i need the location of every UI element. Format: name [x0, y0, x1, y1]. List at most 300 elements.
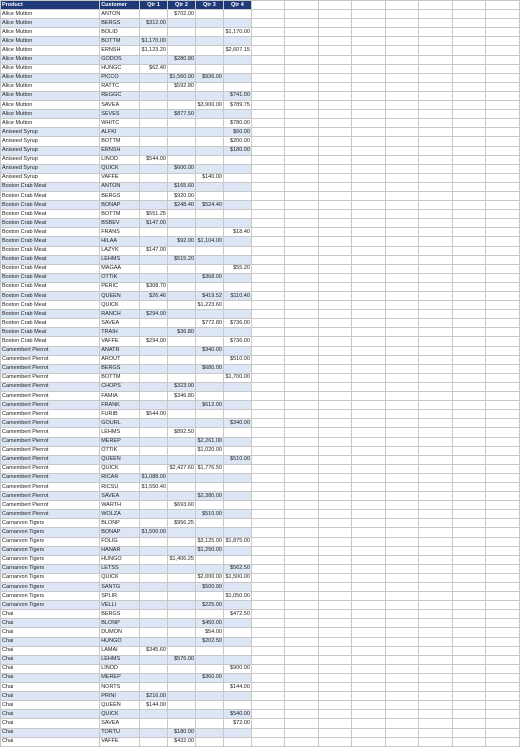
empty-cell[interactable] — [452, 101, 486, 110]
empty-cell[interactable] — [452, 583, 486, 592]
empty-cell[interactable] — [285, 646, 319, 655]
qtr4-cell[interactable]: $780.00 — [223, 119, 251, 128]
empty-cell[interactable] — [452, 237, 486, 246]
qtr2-cell[interactable]: $323.00 — [167, 382, 195, 391]
empty-cell[interactable] — [385, 573, 419, 582]
empty-cell[interactable] — [251, 410, 285, 419]
qtr3-cell[interactable] — [195, 482, 223, 491]
qtr1-cell[interactable] — [140, 191, 168, 200]
empty-cell[interactable] — [318, 537, 352, 546]
qtr4-cell[interactable]: $510.00 — [223, 355, 251, 364]
qtr4-cell[interactable] — [223, 637, 251, 646]
customer-cell[interactable]: CHOPS — [100, 382, 140, 391]
qtr4-cell[interactable] — [223, 510, 251, 519]
empty-cell[interactable] — [385, 583, 419, 592]
empty-cell[interactable] — [452, 319, 486, 328]
empty-cell[interactable] — [452, 37, 486, 46]
empty-cell[interactable] — [251, 373, 285, 382]
qtr1-cell[interactable]: $1,123.20 — [140, 46, 168, 55]
empty-cell[interactable] — [486, 319, 520, 328]
empty-cell[interactable] — [419, 473, 453, 482]
product-cell[interactable]: Camembert Pierrot — [1, 428, 100, 437]
empty-cell[interactable] — [285, 146, 319, 155]
qtr3-cell[interactable]: $2,380.00 — [195, 492, 223, 501]
empty-cell[interactable] — [318, 692, 352, 701]
empty-cell[interactable] — [251, 101, 285, 110]
customer-cell[interactable]: DUMON — [100, 628, 140, 637]
empty-cell[interactable] — [352, 619, 386, 628]
product-cell[interactable]: Boston Crab Meat — [1, 282, 100, 291]
empty-cell[interactable] — [452, 364, 486, 373]
qtr3-cell[interactable] — [195, 710, 223, 719]
empty-cell[interactable] — [251, 1, 285, 10]
qtr3-cell[interactable] — [195, 191, 223, 200]
empty-cell[interactable] — [352, 519, 386, 528]
empty-cell[interactable] — [318, 592, 352, 601]
qtr3-cell[interactable] — [195, 64, 223, 73]
empty-cell[interactable] — [419, 28, 453, 37]
empty-cell[interactable] — [318, 55, 352, 64]
empty-cell[interactable] — [419, 282, 453, 291]
qtr1-cell[interactable] — [140, 73, 168, 82]
customer-cell[interactable]: BONAP — [100, 528, 140, 537]
empty-cell[interactable] — [285, 701, 319, 710]
customer-cell[interactable]: HANAR — [100, 546, 140, 555]
product-cell[interactable]: Alice Mutton — [1, 101, 100, 110]
empty-cell[interactable] — [251, 146, 285, 155]
qtr3-cell[interactable]: $936.00 — [195, 73, 223, 82]
empty-cell[interactable] — [318, 428, 352, 437]
empty-cell[interactable] — [318, 219, 352, 228]
empty-cell[interactable] — [285, 19, 319, 28]
empty-cell[interactable] — [385, 28, 419, 37]
qtr3-cell[interactable]: $524.40 — [195, 201, 223, 210]
qtr3-cell[interactable] — [195, 164, 223, 173]
empty-cell[interactable] — [352, 555, 386, 564]
empty-cell[interactable] — [419, 37, 453, 46]
qtr3-cell[interactable] — [195, 337, 223, 346]
qtr1-cell[interactable] — [140, 392, 168, 401]
qtr2-cell[interactable] — [167, 528, 195, 537]
product-cell[interactable]: Aniseed Syrup — [1, 137, 100, 146]
empty-cell[interactable] — [352, 110, 386, 119]
empty-cell[interactable] — [251, 537, 285, 546]
qtr3-cell[interactable] — [195, 91, 223, 100]
qtr2-cell[interactable]: $956.25 — [167, 519, 195, 528]
empty-cell[interactable] — [486, 710, 520, 719]
empty-cell[interactable] — [419, 619, 453, 628]
qtr1-cell[interactable]: $544.00 — [140, 410, 168, 419]
empty-cell[interactable] — [318, 237, 352, 246]
empty-cell[interactable] — [452, 410, 486, 419]
qtr3-cell[interactable] — [195, 246, 223, 255]
product-cell[interactable]: Chai — [1, 628, 100, 637]
customer-cell[interactable]: WHITC — [100, 119, 140, 128]
qtr2-cell[interactable] — [167, 437, 195, 446]
qtr2-cell[interactable] — [167, 155, 195, 164]
qtr4-cell[interactable]: $741.00 — [223, 91, 251, 100]
empty-cell[interactable] — [452, 619, 486, 628]
qtr2-cell[interactable] — [167, 473, 195, 482]
empty-cell[interactable] — [285, 264, 319, 273]
empty-cell[interactable] — [486, 583, 520, 592]
empty-cell[interactable] — [419, 146, 453, 155]
empty-cell[interactable] — [419, 101, 453, 110]
empty-cell[interactable] — [318, 273, 352, 282]
empty-cell[interactable] — [419, 1, 453, 10]
qtr1-cell[interactable]: $147.00 — [140, 219, 168, 228]
empty-cell[interactable] — [285, 719, 319, 728]
qtr2-cell[interactable]: $1,560.00 — [167, 73, 195, 82]
empty-cell[interactable] — [486, 455, 520, 464]
empty-cell[interactable] — [385, 128, 419, 137]
empty-cell[interactable] — [452, 110, 486, 119]
customer-cell[interactable]: LEHMS — [100, 428, 140, 437]
qtr2-cell[interactable] — [167, 273, 195, 282]
empty-cell[interactable] — [419, 655, 453, 664]
qtr1-cell[interactable] — [140, 28, 168, 37]
qtr2-cell[interactable]: $702.00 — [167, 10, 195, 19]
product-cell[interactable]: Aniseed Syrup — [1, 164, 100, 173]
qtr2-cell[interactable]: $920.00 — [167, 191, 195, 200]
qtr3-cell[interactable]: $419.52 — [195, 292, 223, 301]
product-cell[interactable]: Camembert Pierrot — [1, 455, 100, 464]
empty-cell[interactable] — [352, 364, 386, 373]
qtr3-cell[interactable] — [195, 228, 223, 237]
empty-cell[interactable] — [385, 428, 419, 437]
customer-cell[interactable]: BOTTM — [100, 210, 140, 219]
empty-cell[interactable] — [452, 519, 486, 528]
empty-cell[interactable] — [352, 337, 386, 346]
empty-cell[interactable] — [419, 728, 453, 737]
empty-cell[interactable] — [352, 419, 386, 428]
customer-cell[interactable]: OTTIK — [100, 273, 140, 282]
qtr1-cell[interactable]: $144.00 — [140, 701, 168, 710]
customer-cell[interactable]: ERNSH — [100, 46, 140, 55]
empty-cell[interactable] — [419, 228, 453, 237]
empty-cell[interactable] — [352, 301, 386, 310]
empty-cell[interactable] — [486, 428, 520, 437]
empty-cell[interactable] — [285, 82, 319, 91]
qtr1-cell[interactable] — [140, 201, 168, 210]
empty-cell[interactable] — [285, 637, 319, 646]
empty-cell[interactable] — [452, 191, 486, 200]
qtr3-cell[interactable]: $612.00 — [195, 401, 223, 410]
empty-cell[interactable] — [251, 564, 285, 573]
qtr4-cell[interactable] — [223, 382, 251, 391]
empty-cell[interactable] — [385, 382, 419, 391]
empty-cell[interactable] — [285, 137, 319, 146]
empty-cell[interactable] — [419, 737, 453, 746]
empty-cell[interactable] — [352, 246, 386, 255]
empty-cell[interactable] — [486, 646, 520, 655]
qtr3-cell[interactable]: $54.00 — [195, 628, 223, 637]
header-customer[interactable]: Customer — [100, 1, 140, 10]
empty-cell[interactable] — [251, 37, 285, 46]
qtr1-cell[interactable] — [140, 501, 168, 510]
product-cell[interactable]: Carnarvon Tigers — [1, 519, 100, 528]
empty-cell[interactable] — [352, 728, 386, 737]
empty-cell[interactable] — [385, 655, 419, 664]
empty-cell[interactable] — [285, 446, 319, 455]
qtr2-cell[interactable] — [167, 701, 195, 710]
empty-cell[interactable] — [486, 610, 520, 619]
qtr3-cell[interactable] — [195, 28, 223, 37]
qtr3-cell[interactable] — [195, 719, 223, 728]
empty-cell[interactable] — [419, 201, 453, 210]
empty-cell[interactable] — [251, 264, 285, 273]
qtr1-cell[interactable] — [140, 101, 168, 110]
empty-cell[interactable] — [318, 373, 352, 382]
empty-cell[interactable] — [251, 382, 285, 391]
empty-cell[interactable] — [385, 646, 419, 655]
empty-cell[interactable] — [285, 355, 319, 364]
empty-cell[interactable] — [285, 683, 319, 692]
empty-cell[interactable] — [486, 737, 520, 746]
product-cell[interactable]: Alice Mutton — [1, 28, 100, 37]
qtr1-cell[interactable]: $216.00 — [140, 692, 168, 701]
qtr3-cell[interactable] — [195, 110, 223, 119]
empty-cell[interactable] — [285, 728, 319, 737]
empty-cell[interactable] — [318, 110, 352, 119]
product-cell[interactable]: Boston Crab Meat — [1, 319, 100, 328]
qtr4-cell[interactable] — [223, 273, 251, 282]
qtr2-cell[interactable] — [167, 173, 195, 182]
qtr2-cell[interactable] — [167, 355, 195, 364]
empty-cell[interactable] — [419, 164, 453, 173]
qtr2-cell[interactable] — [167, 573, 195, 582]
empty-cell[interactable] — [419, 683, 453, 692]
empty-cell[interactable] — [419, 182, 453, 191]
customer-cell[interactable]: OTTIK — [100, 446, 140, 455]
empty-cell[interactable] — [352, 628, 386, 637]
empty-cell[interactable] — [385, 146, 419, 155]
empty-cell[interactable] — [486, 564, 520, 573]
product-cell[interactable]: Camembert Pierrot — [1, 446, 100, 455]
empty-cell[interactable] — [285, 583, 319, 592]
empty-cell[interactable] — [285, 219, 319, 228]
product-cell[interactable]: Boston Crab Meat — [1, 292, 100, 301]
empty-cell[interactable] — [318, 482, 352, 491]
empty-cell[interactable] — [486, 55, 520, 64]
product-cell[interactable]: Alice Mutton — [1, 91, 100, 100]
empty-cell[interactable] — [285, 537, 319, 546]
empty-cell[interactable] — [419, 401, 453, 410]
qtr1-cell[interactable] — [140, 510, 168, 519]
empty-cell[interactable] — [251, 573, 285, 582]
empty-cell[interactable] — [251, 319, 285, 328]
empty-cell[interactable] — [352, 173, 386, 182]
empty-cell[interactable] — [285, 455, 319, 464]
qtr3-cell[interactable]: $340.00 — [195, 346, 223, 355]
empty-cell[interactable] — [352, 683, 386, 692]
qtr3-cell[interactable] — [195, 55, 223, 64]
qtr3-cell[interactable]: $1,020.00 — [195, 446, 223, 455]
empty-cell[interactable] — [452, 182, 486, 191]
empty-cell[interactable] — [452, 328, 486, 337]
qtr3-cell[interactable] — [195, 564, 223, 573]
empty-cell[interactable] — [352, 355, 386, 364]
empty-cell[interactable] — [352, 455, 386, 464]
empty-cell[interactable] — [385, 419, 419, 428]
empty-cell[interactable] — [285, 328, 319, 337]
empty-cell[interactable] — [352, 182, 386, 191]
product-cell[interactable]: Camembert Pierrot — [1, 346, 100, 355]
product-cell[interactable]: Boston Crab Meat — [1, 301, 100, 310]
empty-cell[interactable] — [318, 510, 352, 519]
empty-cell[interactable] — [486, 91, 520, 100]
empty-cell[interactable] — [385, 346, 419, 355]
product-cell[interactable]: Boston Crab Meat — [1, 191, 100, 200]
qtr3-cell[interactable] — [195, 455, 223, 464]
customer-cell[interactable]: BSBEV — [100, 219, 140, 228]
customer-cell[interactable]: HUNGC — [100, 64, 140, 73]
empty-cell[interactable] — [352, 264, 386, 273]
empty-cell[interactable] — [318, 19, 352, 28]
product-cell[interactable]: Chai — [1, 683, 100, 692]
customer-cell[interactable]: BOLID — [100, 28, 140, 37]
customer-cell[interactable]: RANCH — [100, 310, 140, 319]
customer-cell[interactable]: VAFFE — [100, 737, 140, 746]
empty-cell[interactable] — [486, 219, 520, 228]
customer-cell[interactable]: FRANK — [100, 401, 140, 410]
empty-cell[interactable] — [285, 664, 319, 673]
header-qtr-1[interactable]: Qtr 1 — [140, 1, 168, 10]
empty-cell[interactable] — [318, 664, 352, 673]
empty-cell[interactable] — [486, 373, 520, 382]
empty-cell[interactable] — [285, 228, 319, 237]
qtr1-cell[interactable] — [140, 573, 168, 582]
product-cell[interactable]: Camembert Pierrot — [1, 492, 100, 501]
empty-cell[interactable] — [452, 64, 486, 73]
empty-cell[interactable] — [251, 182, 285, 191]
empty-cell[interactable] — [486, 119, 520, 128]
empty-cell[interactable] — [352, 146, 386, 155]
qtr1-cell[interactable] — [140, 373, 168, 382]
qtr2-cell[interactable] — [167, 610, 195, 619]
empty-cell[interactable] — [419, 10, 453, 19]
empty-cell[interactable] — [318, 128, 352, 137]
empty-cell[interactable] — [251, 164, 285, 173]
qtr2-cell[interactable] — [167, 319, 195, 328]
empty-cell[interactable] — [385, 510, 419, 519]
empty-cell[interactable] — [486, 664, 520, 673]
qtr1-cell[interactable] — [140, 173, 168, 182]
empty-cell[interactable] — [285, 210, 319, 219]
qtr1-cell[interactable] — [140, 655, 168, 664]
empty-cell[interactable] — [452, 428, 486, 437]
empty-cell[interactable] — [318, 646, 352, 655]
qtr1-cell[interactable]: $1,170.00 — [140, 37, 168, 46]
qtr3-cell[interactable] — [195, 728, 223, 737]
qtr4-cell[interactable]: $1,700.00 — [223, 373, 251, 382]
empty-cell[interactable] — [285, 1, 319, 10]
qtr2-cell[interactable] — [167, 646, 195, 655]
empty-cell[interactable] — [385, 373, 419, 382]
empty-cell[interactable] — [352, 692, 386, 701]
empty-cell[interactable] — [251, 91, 285, 100]
qtr1-cell[interactable] — [140, 146, 168, 155]
empty-cell[interactable] — [452, 91, 486, 100]
qtr2-cell[interactable] — [167, 628, 195, 637]
empty-cell[interactable] — [385, 701, 419, 710]
empty-cell[interactable] — [318, 182, 352, 191]
product-cell[interactable]: Alice Mutton — [1, 19, 100, 28]
empty-cell[interactable] — [318, 710, 352, 719]
customer-cell[interactable]: SAVEA — [100, 101, 140, 110]
product-cell[interactable]: Alice Mutton — [1, 73, 100, 82]
empty-cell[interactable] — [385, 601, 419, 610]
empty-cell[interactable] — [385, 246, 419, 255]
qtr2-cell[interactable] — [167, 664, 195, 673]
empty-cell[interactable] — [486, 164, 520, 173]
empty-cell[interactable] — [419, 610, 453, 619]
empty-cell[interactable] — [318, 619, 352, 628]
product-cell[interactable]: Carnarvon Tigers — [1, 573, 100, 582]
customer-cell[interactable]: GODOS — [100, 55, 140, 64]
qtr1-cell[interactable] — [140, 728, 168, 737]
qtr2-cell[interactable]: $248.40 — [167, 201, 195, 210]
customer-cell[interactable]: QUEEN — [100, 292, 140, 301]
empty-cell[interactable] — [318, 637, 352, 646]
empty-cell[interactable] — [385, 155, 419, 164]
empty-cell[interactable] — [285, 382, 319, 391]
empty-cell[interactable] — [352, 137, 386, 146]
empty-cell[interactable] — [385, 46, 419, 55]
qtr4-cell[interactable] — [223, 191, 251, 200]
empty-cell[interactable] — [352, 646, 386, 655]
empty-cell[interactable] — [251, 555, 285, 564]
empty-cell[interactable] — [352, 592, 386, 601]
qtr3-cell[interactable] — [195, 355, 223, 364]
empty-cell[interactable] — [318, 473, 352, 482]
qtr3-cell[interactable]: $2,000.00 — [195, 573, 223, 582]
product-cell[interactable]: Alice Mutton — [1, 64, 100, 73]
qtr1-cell[interactable] — [140, 455, 168, 464]
empty-cell[interactable] — [352, 310, 386, 319]
product-cell[interactable]: Chai — [1, 737, 100, 746]
empty-cell[interactable] — [452, 255, 486, 264]
empty-cell[interactable] — [419, 155, 453, 164]
qtr1-cell[interactable] — [140, 91, 168, 100]
empty-cell[interactable] — [452, 10, 486, 19]
product-cell[interactable]: Camembert Pierrot — [1, 382, 100, 391]
qtr4-cell[interactable] — [223, 246, 251, 255]
empty-cell[interactable] — [285, 255, 319, 264]
empty-cell[interactable] — [486, 537, 520, 546]
qtr1-cell[interactable] — [140, 128, 168, 137]
product-cell[interactable]: Chai — [1, 664, 100, 673]
product-cell[interactable]: Aniseed Syrup — [1, 128, 100, 137]
qtr2-cell[interactable] — [167, 619, 195, 628]
customer-cell[interactable]: ANATR — [100, 346, 140, 355]
qtr2-cell[interactable]: $576.00 — [167, 655, 195, 664]
qtr4-cell[interactable]: $72.00 — [223, 719, 251, 728]
qtr3-cell[interactable] — [195, 392, 223, 401]
qtr2-cell[interactable]: $592.80 — [167, 82, 195, 91]
product-cell[interactable]: Camembert Pierrot — [1, 373, 100, 382]
customer-cell[interactable]: FURIB — [100, 410, 140, 419]
empty-cell[interactable] — [486, 28, 520, 37]
qtr4-cell[interactable] — [223, 201, 251, 210]
empty-cell[interactable] — [452, 1, 486, 10]
empty-cell[interactable] — [452, 537, 486, 546]
qtr1-cell[interactable] — [140, 119, 168, 128]
empty-cell[interactable] — [251, 528, 285, 537]
empty-cell[interactable] — [486, 382, 520, 391]
customer-cell[interactable]: QUICK — [100, 464, 140, 473]
empty-cell[interactable] — [452, 655, 486, 664]
